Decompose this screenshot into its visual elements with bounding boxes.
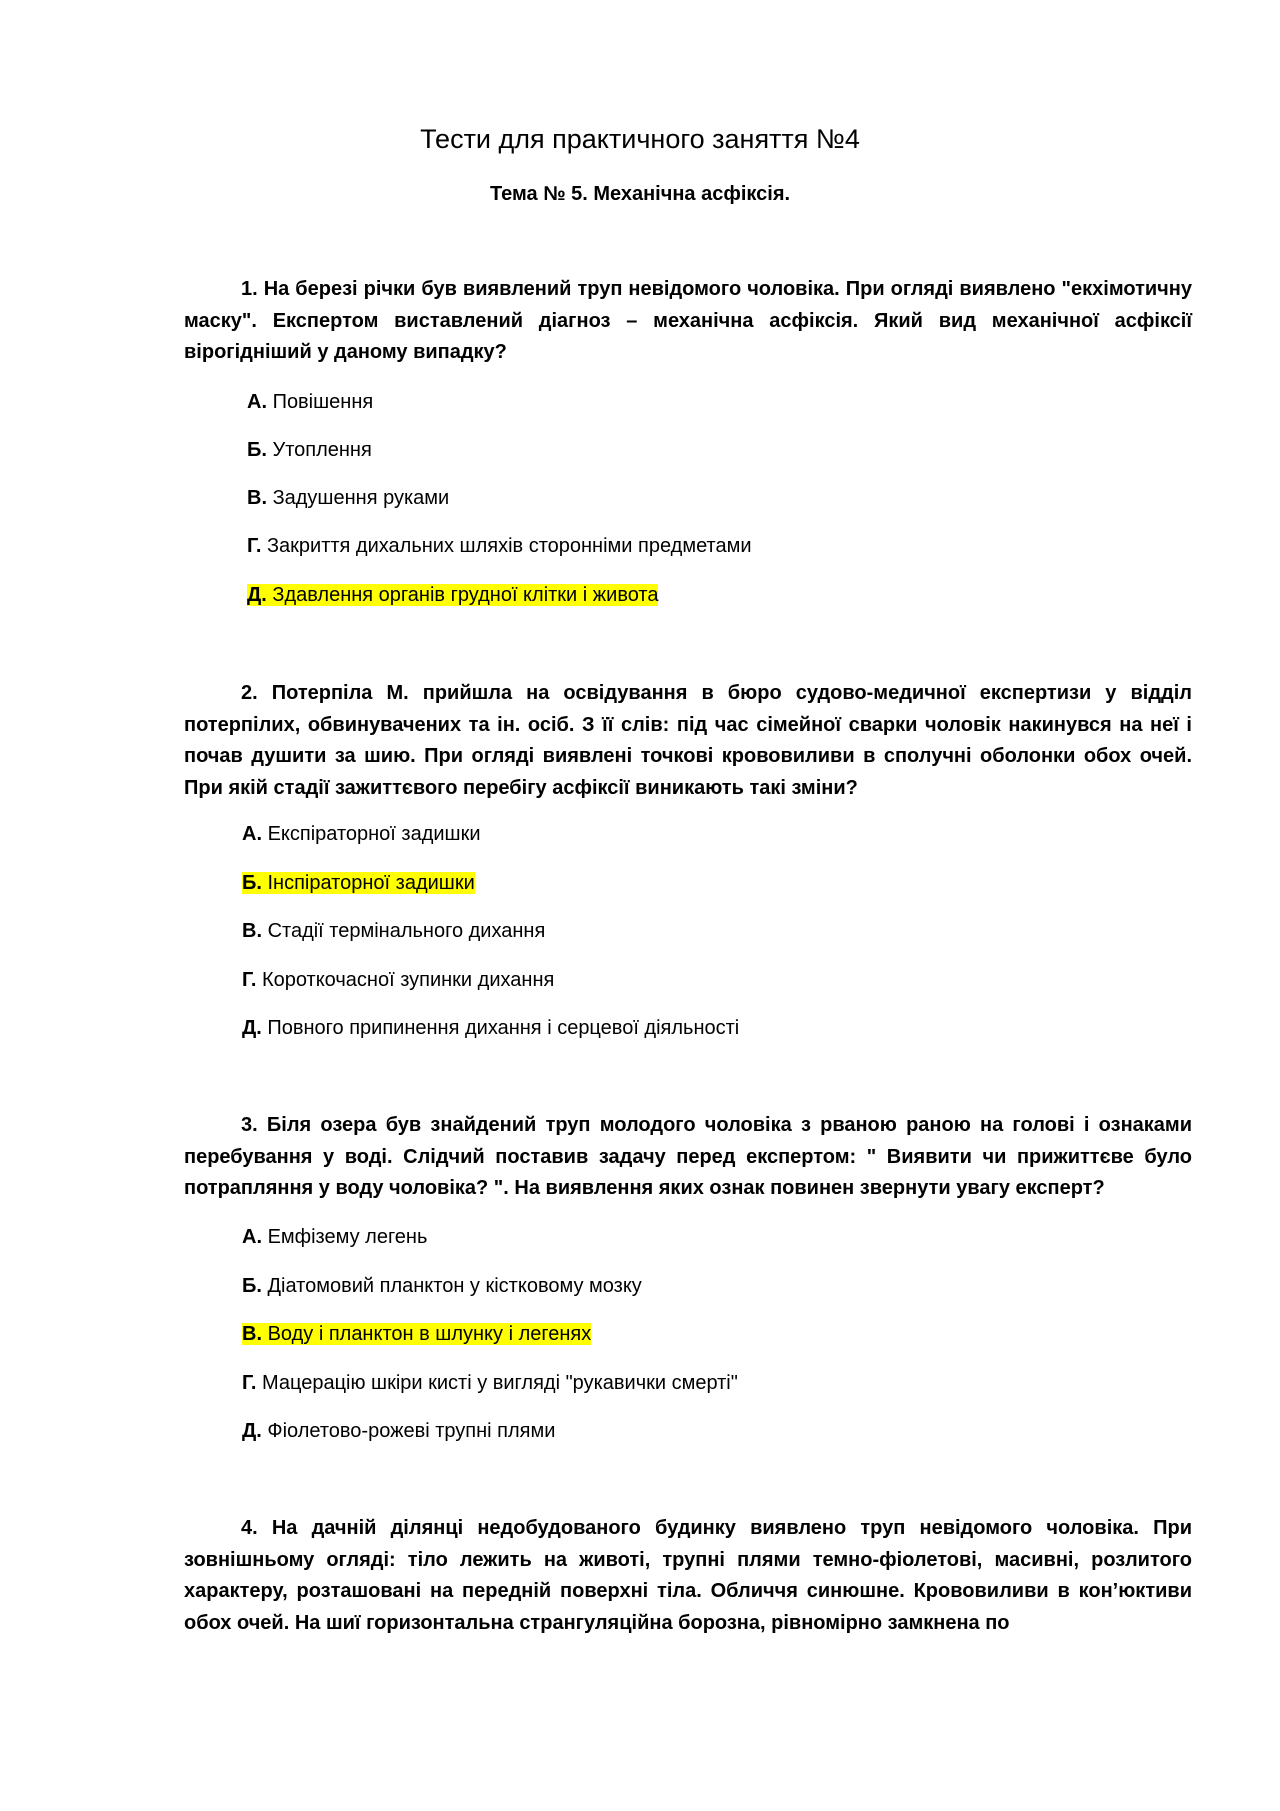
question-3-option-b: Б. Діатомовий планктон у кістковому мозку (242, 1275, 642, 1297)
answer-highlight: Д. Здавлення органів грудної клітки і живота (247, 584, 659, 606)
answer-highlight: Б. Інспіраторної задишки (242, 872, 475, 894)
question-3-option-a: А. Емфізему легень (242, 1226, 428, 1248)
question-2-option-a: А. Експіраторної задишки (242, 823, 481, 845)
question-4-text: 4. На дачній ділянці недобудованого будинку виявлено труп невідомого чоловіка. При зовнішньому огляді: тіло лежить на животі, трупні плями темно-фіолетові, масивні, розлитого характеру, розташовані на передній поверхні тіла. Обличчя синюшне. Крововиливи в кон’юктиви обох очей. На шиї горизонтальна странгуляційна борозна, рівномірно замкнена по (184, 1517, 1192, 1634)
question-2-option-d: Г. Короткочасної зупинки дихання (242, 969, 555, 991)
question-3-text: 3. Біля озера був знайдений труп молодого чоловіка з рваною раною на голові і ознаками перебування у воді. Слідчий поставив задачу перед експертом: " Виявити чи прижиттєве було потрапляння у воду чоловіка? ". На виявлення яких ознак повинен звернути увагу експерт? (184, 1114, 1192, 1199)
question-1-text: 1. На березі річки був виявлений труп невідомого чоловіка. При огляді виявлено "екхімотичну маску". Експертом виставлений діагноз – механічна асфіксія. Який вид механічної асфіксії вірогідніший у даному випадку? (184, 278, 1192, 363)
question-3-option-e: Д. Фіолетово-рожеві трупні плями (242, 1420, 556, 1442)
question-1-option-d: Г. Закриття дихальних шляхів сторонніми предметами (247, 535, 752, 557)
question-2-option-e: Д. Повного припинення дихання і серцевої діяльності (242, 1017, 740, 1039)
question-1-option-e (247, 581, 658, 609)
question-1-option-b: Б. Утоплення (247, 439, 372, 461)
question-3-option-d: Г. Мацерацію шкіри кисті у вигляді "рукавички смерті" (242, 1372, 738, 1394)
answer-highlight: В. Воду і планктон в шлунку і легенях (242, 1323, 592, 1345)
question-3-option-c (242, 1320, 591, 1348)
question-1-option-c: В. Задушення руками (247, 487, 450, 509)
question-2-text: 2. Потерпіла М. прийшла на освідування в бюро судово-медичної експертизи у відділ потерпілих, обвинувачених та ін. осіб. З її слів: під час сімейної сварки чоловік накинувся на неї і почав душити за шию. При огляді виявлені точкові крововиливи в сполучні оболонки обох очей. При якій стадії зажиттєвого перебігу асфіксії виникають такі зміни? (184, 682, 1192, 799)
question-2-option-b (242, 869, 475, 897)
question-1-option-a: А. Повішення (247, 391, 374, 413)
document-title: Тести для практичного заняття №4 (420, 124, 860, 154)
question-2-option-c: В. Стадії термінального дихання (242, 920, 546, 942)
document-subtitle: Тема № 5. Механічна асфіксія. (489, 183, 791, 205)
